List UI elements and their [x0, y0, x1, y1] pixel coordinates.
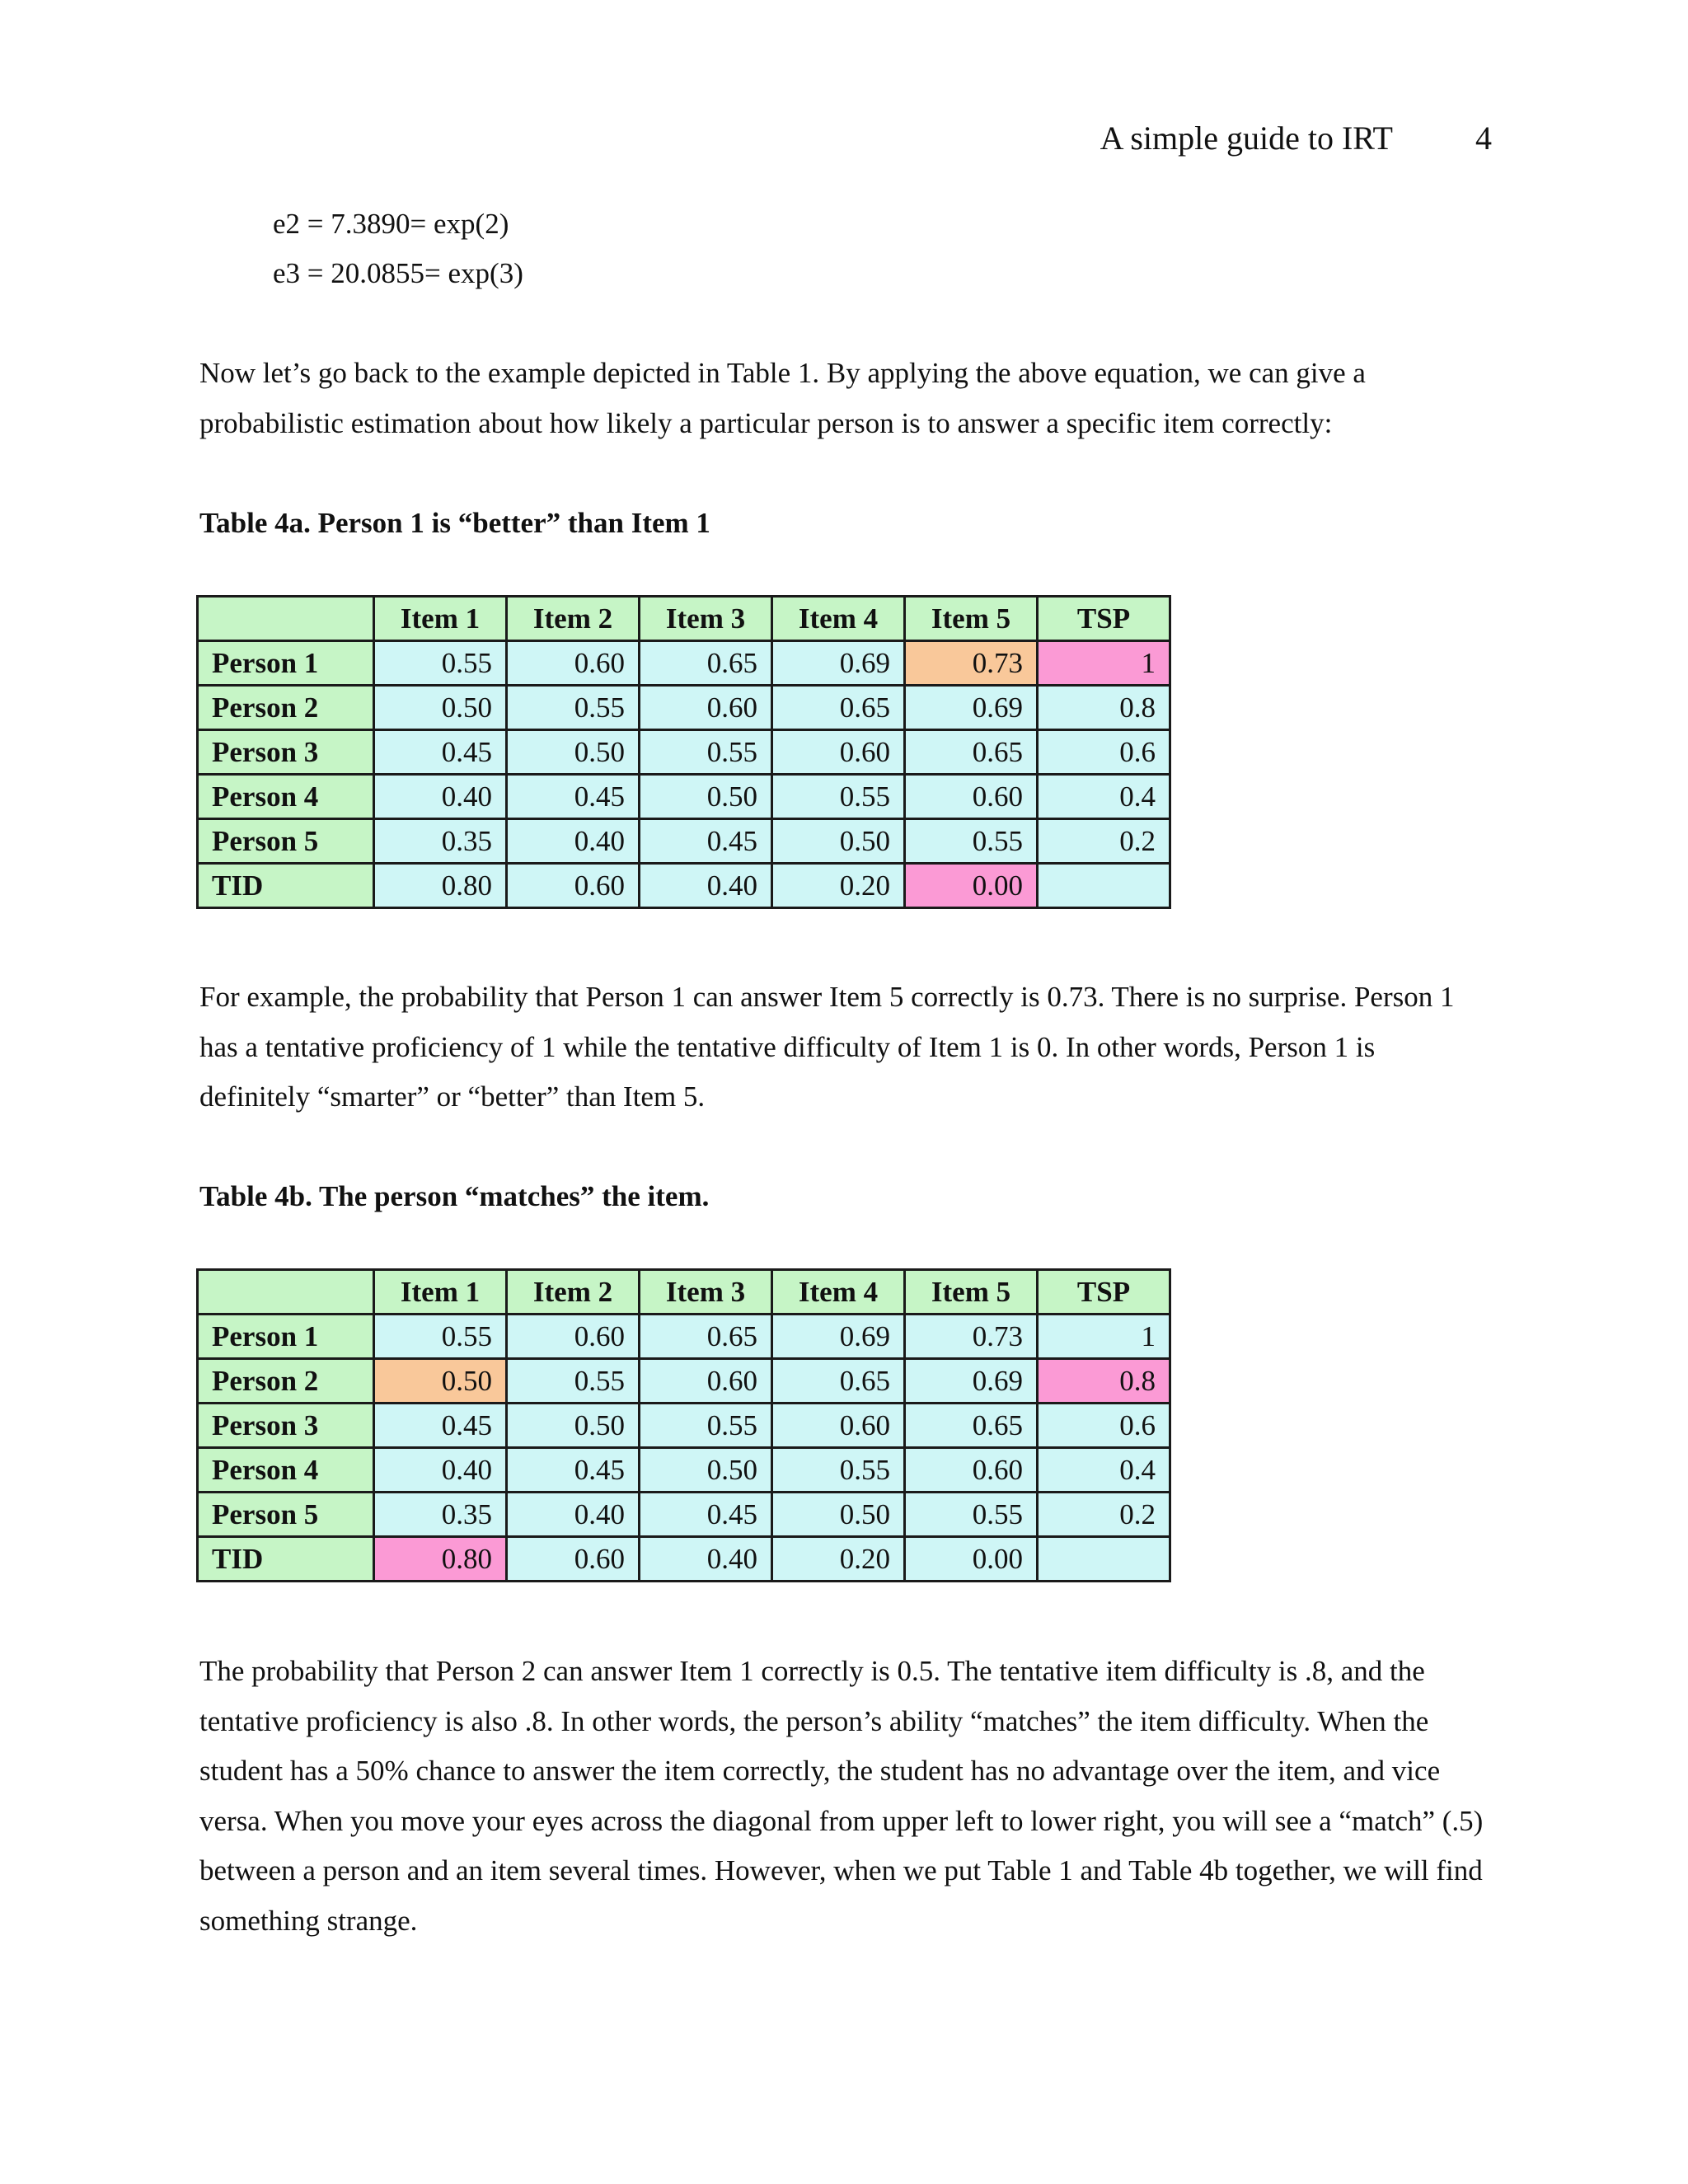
row-header: Person 3 — [198, 730, 374, 775]
table-cell: 0.40 — [507, 819, 640, 864]
table-cell: 0.20 — [772, 1537, 905, 1582]
table-4b — [196, 1268, 1171, 1582]
table-cell: 0.69 — [772, 1315, 905, 1359]
table-cell: 0.55 — [640, 730, 772, 775]
table-cell: 0.45 — [640, 1493, 772, 1537]
table-cell: 0.60 — [507, 864, 640, 908]
table-row — [198, 686, 1170, 730]
table-cell: 0.55 — [640, 1404, 772, 1448]
equation-e2: e2 = 7.3890= exp(2) — [273, 208, 509, 240]
table-cell: 0.40 — [640, 864, 772, 908]
table-cell: 0.80 — [374, 864, 507, 908]
table-cell: 0.00 — [905, 864, 1038, 908]
table-cell: 0.60 — [507, 641, 640, 686]
table-cell: 0.40 — [507, 1493, 640, 1537]
row-header: Person 4 — [198, 775, 374, 819]
column-header: Item 3 — [640, 597, 772, 641]
table-cell: 1 — [1038, 1315, 1170, 1359]
table-row — [198, 1359, 1170, 1404]
table-cell: 0.45 — [507, 1448, 640, 1493]
column-header: Item 2 — [507, 597, 640, 641]
table-cell: 0.55 — [374, 1315, 507, 1359]
table-cell: 0.60 — [640, 1359, 772, 1404]
table-cell: 0.65 — [905, 730, 1038, 775]
table-header-row — [198, 597, 1170, 641]
row-header: Person 2 — [198, 1359, 374, 1404]
column-header: TSP — [1038, 1270, 1170, 1315]
page-number: 4 — [1475, 120, 1492, 157]
table-cell: 0.60 — [905, 1448, 1038, 1493]
table-cell: 0.65 — [640, 1315, 772, 1359]
table-cell: 0.45 — [374, 1404, 507, 1448]
table-cell: 0.60 — [507, 1537, 640, 1582]
table-4b-caption: Table 4b. The person “matches” the item. — [199, 1180, 710, 1212]
table-cell: 0.55 — [507, 686, 640, 730]
table-row — [198, 1448, 1170, 1493]
column-header: TSP — [1038, 597, 1170, 641]
table-row — [198, 775, 1170, 819]
table-cell: 0.6 — [1038, 730, 1170, 775]
table-cell: 0.60 — [905, 775, 1038, 819]
table-4a — [196, 595, 1171, 909]
row-header: Person 4 — [198, 1448, 374, 1493]
table-row — [198, 1315, 1170, 1359]
running-head — [1100, 114, 1492, 163]
row-header: Person 3 — [198, 1404, 374, 1448]
table-cell: 0.60 — [507, 1315, 640, 1359]
table-cell: 0.73 — [905, 1315, 1038, 1359]
table-cell: 0.60 — [772, 1404, 905, 1448]
table-corner-cell — [198, 597, 374, 641]
row-header: TID — [198, 1537, 374, 1582]
table-cell: 0.60 — [772, 730, 905, 775]
table-cell: 0.35 — [374, 1493, 507, 1537]
table-cell: 0.2 — [1038, 1493, 1170, 1537]
column-header: Item 5 — [905, 1270, 1038, 1315]
column-header: Item 1 — [374, 1270, 507, 1315]
table-row — [198, 1537, 1170, 1582]
table-cell: 0.40 — [640, 1537, 772, 1582]
table-row — [198, 1404, 1170, 1448]
table-cell: 0.50 — [374, 1359, 507, 1404]
running-head-title: A simple guide to IRT — [1100, 120, 1393, 157]
table-cell: 0.69 — [905, 1359, 1038, 1404]
table-cell: 0.55 — [905, 1493, 1038, 1537]
table-cell: 0.69 — [905, 686, 1038, 730]
row-header: Person 5 — [198, 819, 374, 864]
row-header: Person 1 — [198, 1315, 374, 1359]
table-cell: 0.55 — [772, 1448, 905, 1493]
column-header: Item 5 — [905, 597, 1038, 641]
table-cell: 0.65 — [640, 641, 772, 686]
row-header: Person 1 — [198, 641, 374, 686]
table-cell: 0.60 — [640, 686, 772, 730]
table-row — [198, 1493, 1170, 1537]
row-header: Person 2 — [198, 686, 374, 730]
paragraph-intro: Now let’s go back to the example depicted in Table 1. By applying the above equation, we can give a probabilistic estimation about how likely a particular person is to answer a specific item correctly: — [199, 357, 1366, 439]
table-header-row — [198, 1270, 1170, 1315]
column-header: Item 4 — [772, 1270, 905, 1315]
table-cell: 0.65 — [772, 686, 905, 730]
table-row — [198, 730, 1170, 775]
table-cell: 0.2 — [1038, 819, 1170, 864]
table-cell: 0.50 — [772, 1493, 905, 1537]
table-row — [198, 864, 1170, 908]
table-corner-cell — [198, 1270, 374, 1315]
table-cell: 0.8 — [1038, 686, 1170, 730]
table-cell: 0.45 — [374, 730, 507, 775]
table-cell: 0.50 — [772, 819, 905, 864]
table-row — [198, 641, 1170, 686]
table-cell: 0.50 — [374, 686, 507, 730]
table-cell — [1038, 864, 1170, 908]
column-header: Item 2 — [507, 1270, 640, 1315]
table-cell: 0.50 — [507, 1404, 640, 1448]
table-cell: 0.40 — [374, 775, 507, 819]
table-cell: 0.50 — [507, 730, 640, 775]
table-cell: 0.35 — [374, 819, 507, 864]
table-cell: 0.40 — [374, 1448, 507, 1493]
column-header: Item 3 — [640, 1270, 772, 1315]
row-header: TID — [198, 864, 374, 908]
table-cell: 0.6 — [1038, 1404, 1170, 1448]
table-cell: 0.50 — [640, 1448, 772, 1493]
table-cell: 0.00 — [905, 1537, 1038, 1582]
table-cell: 0.50 — [640, 775, 772, 819]
table-row — [198, 819, 1170, 864]
table-cell: 0.8 — [1038, 1359, 1170, 1404]
table-cell: 0.65 — [772, 1359, 905, 1404]
table-cell: 1 — [1038, 641, 1170, 686]
table-cell: 0.45 — [640, 819, 772, 864]
table-cell: 0.55 — [507, 1359, 640, 1404]
row-header: Person 5 — [198, 1493, 374, 1537]
column-header: Item 1 — [374, 597, 507, 641]
table-cell: 0.55 — [772, 775, 905, 819]
table-4a-caption: Table 4a. Person 1 is “better” than Item 1 — [199, 507, 710, 539]
table-cell: 0.45 — [507, 775, 640, 819]
table-cell: 0.55 — [905, 819, 1038, 864]
paragraph-after-4b: The probability that Person 2 can answer Item 1 correctly is 0.5. The tentative item difficulty is .8, and the tentative proficiency is also .8. In other words, the person’s ability “matches” the item difficulty. When the student has a 50% chance to answer the item correctly, the student has no advantage over the item, and vice versa. When you move your eyes across the diagonal from upper left to lower right, you will see a “match” (.5) between a person and an item several times. However, when we put Table 1 and Table 4b together, we will find something strange. — [199, 1655, 1484, 1937]
table-cell: 0.80 — [374, 1537, 507, 1582]
table-cell: 0.73 — [905, 641, 1038, 686]
table-cell: 0.4 — [1038, 1448, 1170, 1493]
table-cell: 0.4 — [1038, 775, 1170, 819]
table-cell — [1038, 1537, 1170, 1582]
table-cell: 0.55 — [374, 641, 507, 686]
paragraph-after-4a: For example, the probability that Person 1 can answer Item 5 correctly is 0.73. There is no surprise. Person 1 has a tentative proficiency of 1 while the tentative difficulty of Item 1 is 0. In other words, Person 1 is definitely “smarter” or “better” than Item 5. — [199, 981, 1455, 1113]
table-cell: 0.20 — [772, 864, 905, 908]
column-header: Item 4 — [772, 597, 905, 641]
equation-e3: e3 = 20.0855= exp(3) — [273, 257, 523, 289]
table-cell: 0.69 — [772, 641, 905, 686]
table-cell: 0.65 — [905, 1404, 1038, 1448]
